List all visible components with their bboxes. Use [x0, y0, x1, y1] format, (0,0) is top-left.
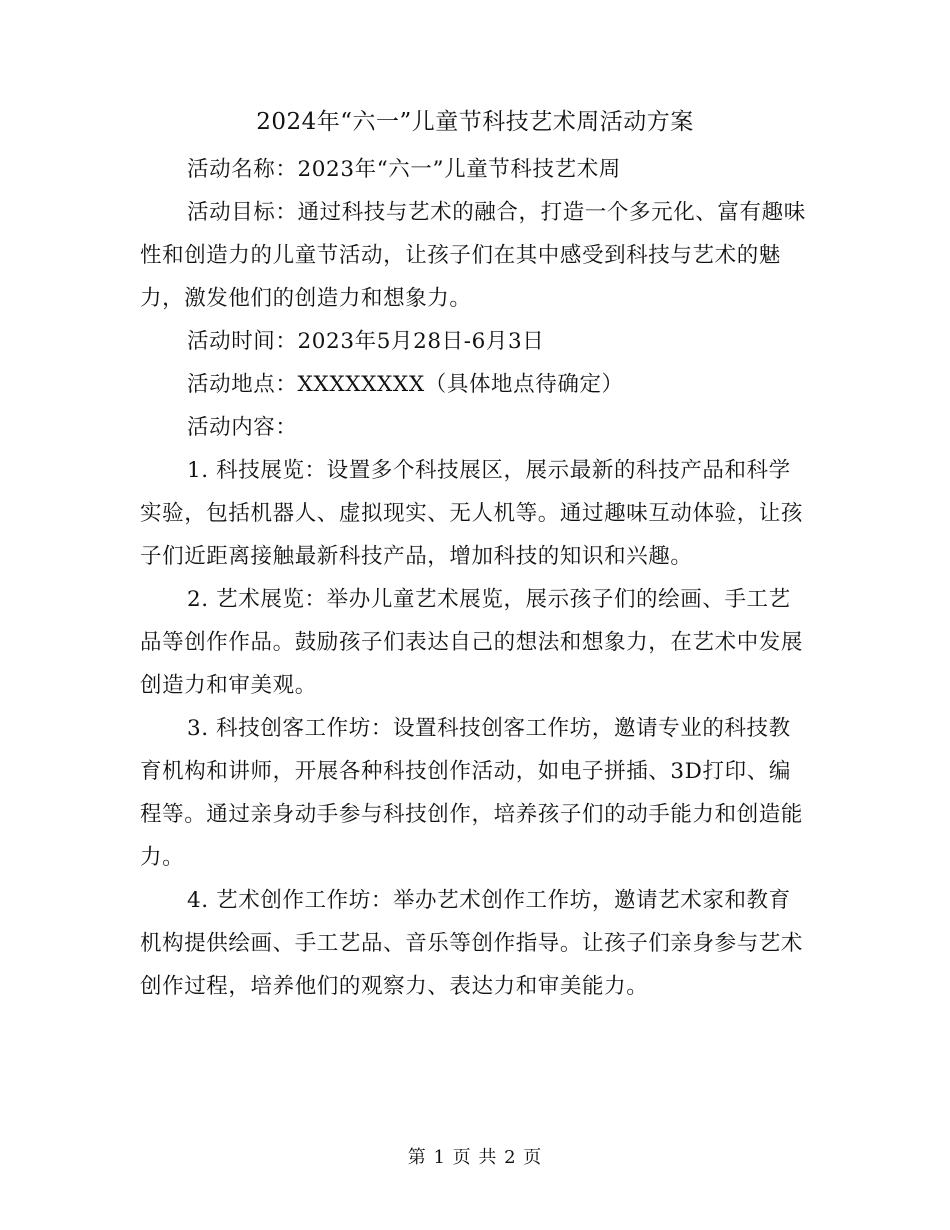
document-title: 2024年“六一”儿童节科技艺术周活动方案 [256, 109, 694, 135]
paragraph-activity-location: 活动地点：XXXXXXXX（具体地点待确定） [187, 372, 624, 397]
page-footer: 第 1 页 共 2 页 [407, 1147, 543, 1168]
paragraph-activity-content-heading: 活动内容： [187, 415, 298, 440]
paragraph-item-art-workshop: 4. 艺术创作工作坊：举办艺术创作工作坊，邀请艺术家和教育机构提供绘画、手工艺品、音乐等创作指导。让孩子们亲身参与艺术创作过程，培养他们的观察力、表达力和审美能力。 [140, 888, 804, 999]
paragraph-item-art-exhibition: 2. 艺术展览：举办儿童艺术展览，展示孩子们的绘画、手工艺品等创作作品。鼓励孩子们表达自己的想法和想象力，在艺术中发展创造力和审美观。 [140, 587, 804, 698]
paragraph-item-maker-workshop: 3. 科技创客工作坊：设置科技创客工作坊，邀请专业的科技教育机构和讲师，开展各种科技创作活动，如电子拼插、3D打印、编程等。通过亲身动手参与科技创作，培养孩子们的动手能力和创造能力。 [140, 716, 804, 870]
paragraph-activity-name: 活动名称：2023年“六一”儿童节科技艺术周 [187, 157, 621, 182]
paragraph-activity-goal: 活动目标：通过科技与艺术的融合，打造一个多元化、富有趣味性和创造力的儿童节活动，让孩子们在其中感受到科技与艺术的魅力，激发他们的创造力和想象力。 [140, 200, 806, 311]
document-body [140, 148, 810, 1008]
paragraph-activity-time: 活动时间：2023年5月28日-6月3日 [187, 329, 545, 354]
paragraph-item-tech-exhibition: 1. 科技展览：设置多个科技展区，展示最新的科技产品和科学实验，包括机器人、虚拟现实、无人机等。通过趣味互动体验，让孩子们近距离接触最新科技产品，增加科技的知识和兴趣。 [140, 458, 804, 569]
